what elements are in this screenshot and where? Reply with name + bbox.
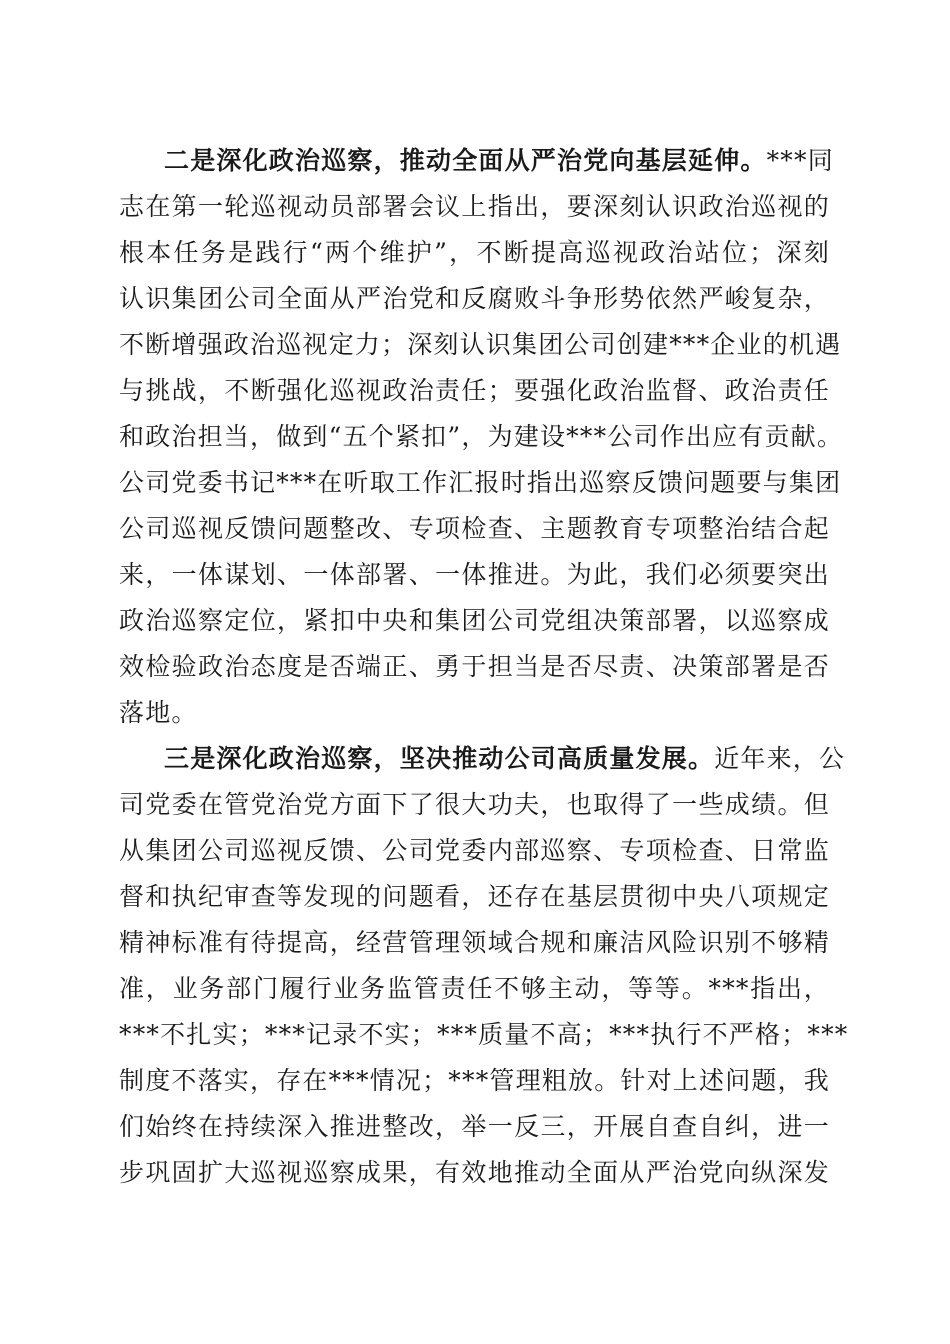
paragraph-2-line-1 [119, 736, 846, 782]
paragraph-1-text: ***同 [766, 146, 834, 175]
paragraph-1-line-11: 政治巡察定位，紧扣中央和集团公司党组决策部署，以巡察成 [119, 606, 830, 635]
paragraph-2-line-9: 们始终在持续深入推进整改，举一反三，开展自查自纠，进一 [119, 1112, 830, 1141]
paragraph-2-line-6: 准，业务部门履行业务监管责任不够主动，等等。***指出， [119, 974, 830, 1003]
paragraph-1-line-4: 认识集团公司全面从严治党和反腐败斗争形势依然严峻复杂， [119, 284, 830, 313]
paragraph-1-lead: 二是深化政治巡察，推动全面从严治党向基层延伸。 [164, 146, 767, 175]
paragraph-1-line-12: 效检验政治态度是否端正、勇于担当是否尽责、决策部署是否 [119, 652, 830, 681]
paragraph-1-line-3: 根本任务是践行“两个维护”，不断提高巡视政治站位；深刻 [119, 238, 830, 267]
paragraph-1-line-10: 来，一体谋划、一体部署、一体推进。为此，我们必须要突出 [119, 560, 830, 589]
paragraph-1-line-9: 公司巡视反馈问题整改、专项检查、主题教育专项整治结合起 [119, 514, 830, 543]
paragraph-2-line-3: 从集团公司巡视反馈、公司党委内部巡察、专项检查、日常监 [119, 836, 830, 865]
paragraph-1-line-6: 与挑战，不断强化巡视政治责任；要强化政治监督、政治责任 [119, 376, 830, 405]
paragraph-2-line-10: 步巩固扩大巡视巡察成果，有效地推动全面从严治党向纵深发 [119, 1158, 830, 1187]
paragraph-1-line-1 [119, 138, 834, 184]
paragraph-1-line-5: 不断增强政治巡视定力；深刻认识集团公司创建***企业的机遇 [119, 330, 842, 359]
document-body [119, 138, 849, 1196]
paragraph-2-line-8: 制度不落实，存在***情况；***管理粗放。针对上述问题，我 [119, 1066, 831, 1095]
paragraph-1-line-2: 志在第一轮巡视动员部署会议上指出，要深刻认识政治巡视的 [119, 192, 830, 221]
paragraph-2-line-4: 督和执纪审查等发现的问题看，还存在基层贯彻中央八项规定 [119, 882, 830, 911]
paragraph-2-text: 近年来，公 [714, 744, 846, 773]
paragraph-1-line-13: 落地。 [119, 698, 198, 727]
paragraph-2-line-7: ***不扎实；***记录不实；***质量不高；***执行不严格；*** [119, 1020, 849, 1049]
paragraph-2-lead: 三是深化政治巡察，坚决推动公司高质量发展。 [164, 744, 715, 773]
paragraph-2-line-5: 精神标准有待提高，经营管理领域合规和廉洁风险识别不够精 [119, 928, 830, 957]
paragraph-2-line-2: 司党委在管党治党方面下了很大功夫，也取得了一些成绩。但 [119, 790, 830, 819]
paragraph-1-line-8: 公司党委书记***在听取工作汇报时指出巡察反馈问题要与集团 [119, 468, 842, 497]
paragraph-1-line-7: 和政治担当，做到“五个紧扣”，为建设***公司作出应有贡献。 [119, 422, 844, 451]
